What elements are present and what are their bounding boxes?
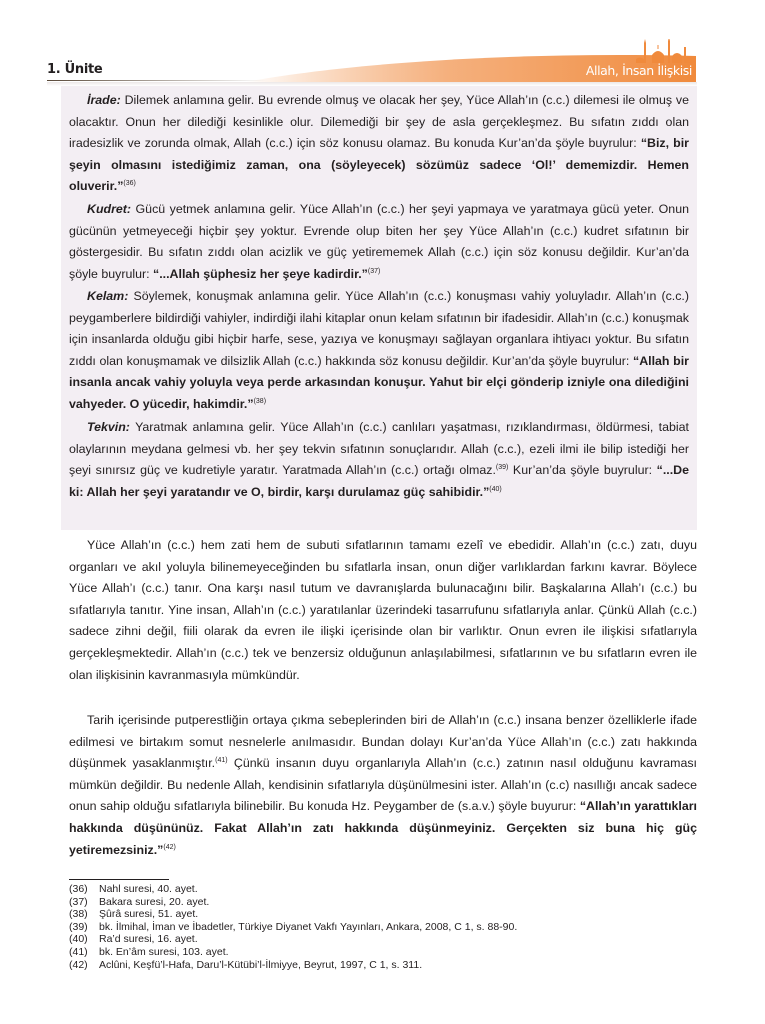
term-label: İrade: <box>87 93 121 107</box>
footnote-item: (37) Bakara suresi, 20. ayet. <box>69 895 210 908</box>
footnote-ref: (40) <box>489 485 502 493</box>
footnote-ref: (41) <box>215 757 228 765</box>
body-paragraph: Yüce Allah’ın (c.c.) hem zati hem de subuti sıfatlarının tamamı ezelî ve ebedidir. Allah’ın (c.c.) zatı, duyu organları ve akıl yoluyla bilinemeyeceğinden bu sıfatlarla insan, onun diğer varlıklardan farkını kavrar. Böylece Yüce Allah’ı (c.c.) tanır. Ona karşı nasıl tutum ve davranışlarda bulunacağını bilir. Başkalarına Allah’ı (c.c.) bu sıfatlarıyla tanıtır. Yine insan, Allah’ın (c.c.) yaratılanlar üzerindeki tasarrufunu sıfatlarıyla anlar. Çünkü Allah (c.c.) sadece zihni değil, fiili olarak da evren ile ilişki içerisinde olan bir varlıktır. Onun evren ile ilişkisi sıfatlarıyla gerçekleşmektedir. Allah’ın (c.c.) tek ve benzersiz olduğunun anlaşılabilmesi, sıfatlarının ve bu sıfatların evren ile olan ilişkisinin kavranmasıyla mümkündür. <box>69 538 697 682</box>
unit-title: 1. Ünite <box>47 62 103 77</box>
quran-quote: “...De ki: Allah her şeyi yaratandır ve O, birdir, karşı durulamaz güç sahibidir.” <box>69 463 689 499</box>
header-divider <box>47 80 267 81</box>
footnote-item: (39) bk. İlmihal, İman ve İbadetler, Türkiye Diyanet Vakfı Yayınları, Ankara, 2008, C 1, s. 88-90. <box>69 920 518 933</box>
body-paragraph: Tarih içerisinde putperestliğin ortaya çıkma sebeplerinden biri de Allah’ın (c.c.) insana benzer özelliklerle ifade edilmesi ve birtakım somut nesnelerle anılmasıdır. Bundan dolayı Kur’an’da Yüce Allah’ın (c.c.) zatı hakkında düşünmek yasaklanmıştır.$^{(41)}$ Çünkü insanın duyu organlarıyla Allah’ın (c.c.) zatının nasıl olduğunu kavraması mümkün değildir. Bu nedenle Allah, kendisinin sıfatlarıyla düşünülmesini ister. Allah’ın (c.c) nasıllığı ancak sadece onun sahip olduğu sıfatlarıyla bilinebilir. Bu konuda Hz. Peygamber de (s.a.v.) şöyle buyurur: “Allah’ın yarattıkları hakkında düşününüz. Fakat Allah’ın zatı hakkında düşünmeyiniz. Gerçekten siz buna hiç güç yetiremezsiniz.”$^{(42)}$ <box>69 713 697 857</box>
section-title: Allah, İnsan İlişkisi <box>585 63 692 78</box>
definition-kudret: Kudret: Gücü yetmek anlamına gelir. Yüce Allah’ın (c.c.) her şeyi yapmaya ve yaratmaya gücü yeter. Onun gücünün yetmeyeceği hiçbir şey yoktur. Evrende olup biten her şey Yüce Allah’ın (c.c.) kudret sıfatının bir göstergesidir. Bu sıfatın zıddı olan acizlik ve güç yetirememek Allah (c.c.) için söz konusu değildir. Kur’an’da şöyle buyrulur: “...Allah şüphesiz her şeye kadirdir.”$^{(37)}$ <box>69 202 689 281</box>
footnote-ref: (38) <box>253 397 267 405</box>
quran-quote: “Biz, bir şeyin olmasını istediğimiz zaman, ona (söyleyecek) sözümüz sadece ‘Ol!’ dememizdir. Hemen oluverir.” <box>69 136 689 194</box>
hadith-quote: “Allah’ın yarattıkları hakkında düşününüz. Fakat Allah’ın zatı hakkında düşünmeyiniz. Gerçekten siz buna hiç güç yetiremezsiniz.” <box>69 799 697 857</box>
footnote-ref: (37) <box>367 267 381 275</box>
footnote-item: (40) Ra’d suresi, 16. ayet. <box>69 933 198 946</box>
attributes-definition-box <box>61 86 697 530</box>
definition-tekvin: Tekvin: Yaratmak anlamına gelir. Yüce Allah’ın (c.c.) canlıları yaşatması, rızıklandırması, öldürmesi, tabiat olaylarının meydana gelmesi vb. her şey tekvin sıfatının sonuçlarıdır. Allah (c.c.), ezeli ilmi ile bilip istediği her şeyi sınırsız güç ve kudretiyle yaratır. Yaratmada Allah’ın (c.c.) ortağı olmaz.$^{(39)}$ Kur’an’da şöyle buyrulur: “...De ki: Allah her şeyi yaratandır ve O, birdir, karşı durulamaz güç sahibidir.”$^{(40)}$ <box>69 420 689 499</box>
footnote-ref: (42) <box>163 843 176 851</box>
quran-quote: “Allah bir insanla ancak vahiy yoluyla veya perde arkasından konuşur. Yahut bir elçi gönderip izniyle ona dilediğini vahyeder. O yücedir, hakimdir.” <box>69 353 689 411</box>
footnote-item: (38) Şûrâ suresi, 51. ayet. <box>69 908 199 921</box>
term-label: Tekvin: <box>87 420 130 434</box>
footnotes-list <box>69 883 517 971</box>
footnote-item: (36) Nahl suresi, 40. ayet. <box>69 883 198 895</box>
footnote-item: (41) bk. En’âm suresi, 103. ayet. <box>69 945 229 958</box>
footnote-ref: (36) <box>123 180 136 188</box>
footnote-divider <box>69 879 169 880</box>
mosque-silhouette-icon <box>636 39 696 63</box>
quran-quote: “...Allah şüphesiz her şeye kadirdir.” <box>153 266 368 281</box>
footnote-ref: (39) <box>495 464 509 472</box>
definition-kelam: Kelam: Söylemek, konuşmak anlamına gelir. Yüce Allah’ın (c.c.) konuşması vahiy yoluyladır. Allah’ın (c.c.) peygamberlere bildirdiği vahiyler, indirdiği ilahi kitaplar onun kelam sıfatının bir ifadesidir. Allah’ın (c.c.) konuşmak için insanlarda olduğu gibi hiçbir harfe, sese, yazıya ve konuşmayı sağlayan organlara ihtiyacı yoktur. Bu sıfatın zıddı olan konuşmamak ve dilsizlik Allah (c.c.) hakkında söz konusu değildir. Kur’an’da şöyle buyrulur: “Allah bir insanla ancak vahiy yoluyla veya perde arkasından konuşur. Yahut bir elçi gönderip izniyle ona dilediğini vahyeder. O yücedir, hakimdir.”$^{(38)}$ <box>69 289 689 411</box>
term-label: Kudret: <box>87 202 132 216</box>
term-label: Kelam: <box>87 289 129 303</box>
footnote-item: (42) Aclûni, Keşfü’l-Hafa, Daru’l-Kütübi’l-İlmiyye, Beyrut, 1997, C 1, s. 311. <box>69 958 423 971</box>
definition-irade: İrade: Dilemek anlamına gelir. Bu evrende olmuş ve olacak her şey, Yüce Allah’ın (c.c.) dilemesi ile olmuş ve olacaktır. Onun her dilediği kesinlikle olur. Dilemediği bir şey de asla gerçekleşmez. Bu sıfatın zıddı olan iradesizlik ve zorunda olmak, Allah (c.c.) için söz konusu olamaz. Bu konuda Kur’an’da şöyle buyrulur: “Biz, bir şeyin olmasını istediğimiz zaman, ona (söyleyecek) sözümüz sadece ‘Ol!’ dememizdir. Hemen oluverir.”$^{(36)}$ <box>69 93 689 194</box>
page-header <box>0 0 765 84</box>
